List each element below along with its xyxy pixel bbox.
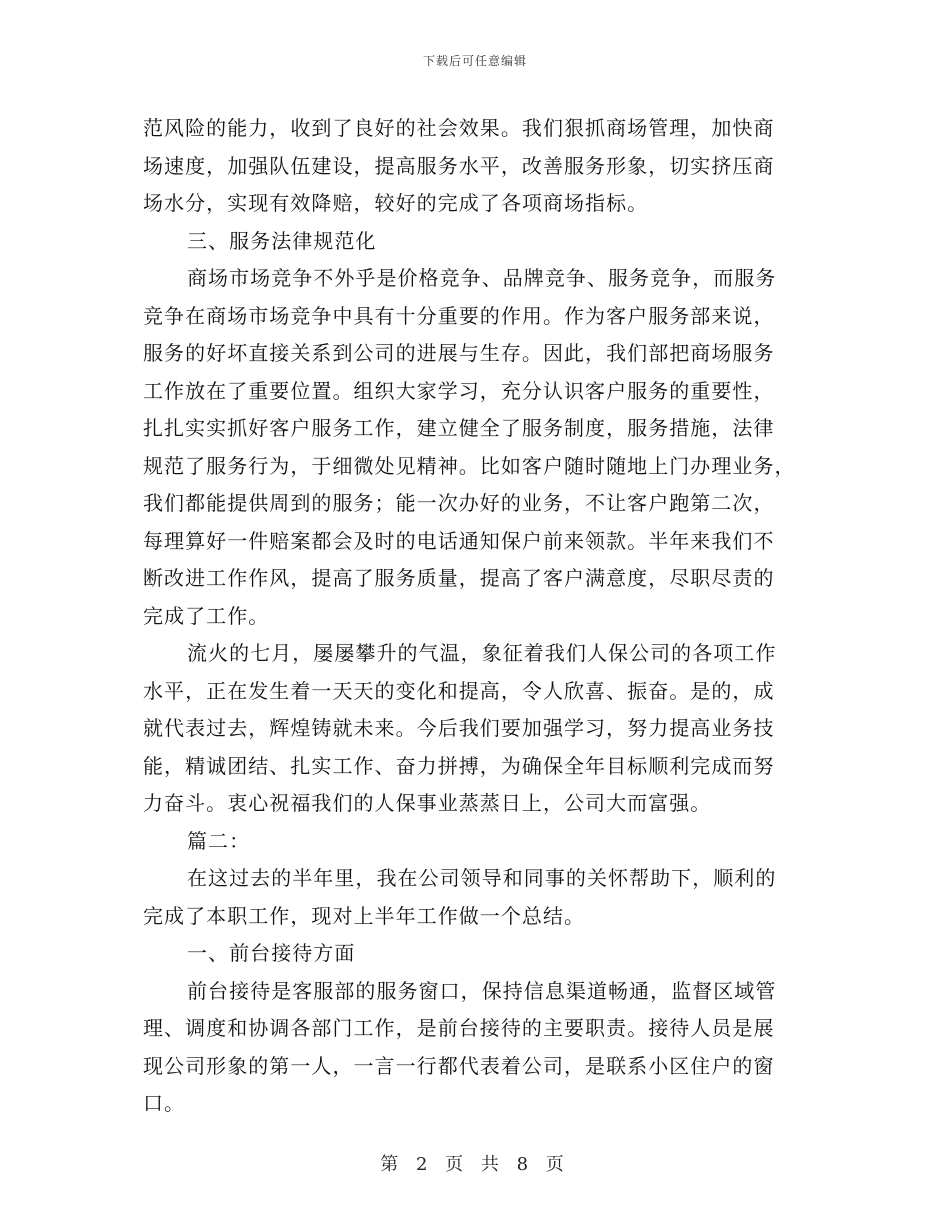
text-line: 规范了服务行为，于细微处见精神。比如客户随时随地上门办理业务， [143, 453, 796, 478]
text-line: 流火的七月，屡屡攀升的气温，象征着我们人保公司的各项工作 [187, 641, 777, 665]
text-line: 场水分，实现有效降赔，较好的完成了各项商场指标。 [143, 191, 649, 215]
text-line: 现公司形象的第一人，一言一行都代表着公司，是联系小区住户的窗 [143, 1053, 775, 1078]
text-line: 服务的好坏直接关系到公司的进展与生存。因此，我们部把商场服务 [143, 341, 775, 365]
text-line: 完成了本职工作，现对上半年工作做一个总结。 [143, 903, 586, 928]
text-line: 在这过去的半年里，我在公司领导和同事的关怀帮助下，顺利的 [187, 866, 777, 890]
text-line: 口。 [143, 1091, 186, 1115]
text-line: 每理算好一件赔案都会及时的电话通知保户前来领款。半年来我们不 [143, 528, 775, 553]
text-line: 商场市场竞争不外乎是价格竞争、品牌竞争、服务竞争，而服务 [187, 266, 777, 290]
page-header: 下载后可任意编辑 [422, 54, 527, 68]
text-line: 前台接待是客服部的服务窗口，保持信息渠道畅通，监督区域管 [187, 978, 777, 1003]
text-line: 竞争在商场市场竞争中具有十分重要的作用。作为客户服务部来说， [143, 303, 775, 328]
text-line: 就代表过去，辉煌铸就未来。今后我们要加强学习，努力提高业务技 [143, 716, 775, 740]
text-line: 我们都能提供周到的服务；能一次办好的业务，不让客户跑第二次， [143, 491, 775, 515]
text-line: 力奋斗。衷心祝福我们的人保事业蒸蒸日上，公司大而富强。 [143, 791, 712, 815]
text-line: 理、调度和协调各部门工作，是前台接待的主要职责。接待人员是展 [143, 1016, 775, 1040]
text-line: 扎扎实实抓好客户服务工作，建立健全了服务制度，服务措施，法律 [143, 416, 775, 440]
text-line: 范风险的能力，收到了良好的社会效果。我们狠抓商场管理，加快商 [143, 116, 775, 140]
text-line: 工作放在了重要位置。组织大家学习，充分认识客户服务的重要性， [143, 378, 775, 403]
text-line: 水平，正在发生着一天天的变化和提高，令人欣喜、振奋。是的，成 [143, 678, 775, 703]
text-line: 场速度，加强队伍建设，提高服务水平，改善服务形象，切实挤压商 [143, 153, 775, 178]
document-body [143, 110, 803, 1123]
text-line: 能，精诚团结、扎实工作、奋力拼搏，为确保全年目标顺利完成而努 [143, 753, 775, 778]
text-line: 篇二： [187, 828, 251, 853]
text-line: 断改进工作作风，提高了服务质量，提高了客户满意度，尽职尽责的 [143, 566, 775, 590]
text-line: 三、服务法律规范化 [187, 228, 377, 253]
text-line: 一、前台接待方面 [187, 941, 356, 965]
text-line: 完成了工作。 [143, 603, 270, 628]
page-number-footer: 第 2 页 共 8 页 [380, 1154, 570, 1175]
